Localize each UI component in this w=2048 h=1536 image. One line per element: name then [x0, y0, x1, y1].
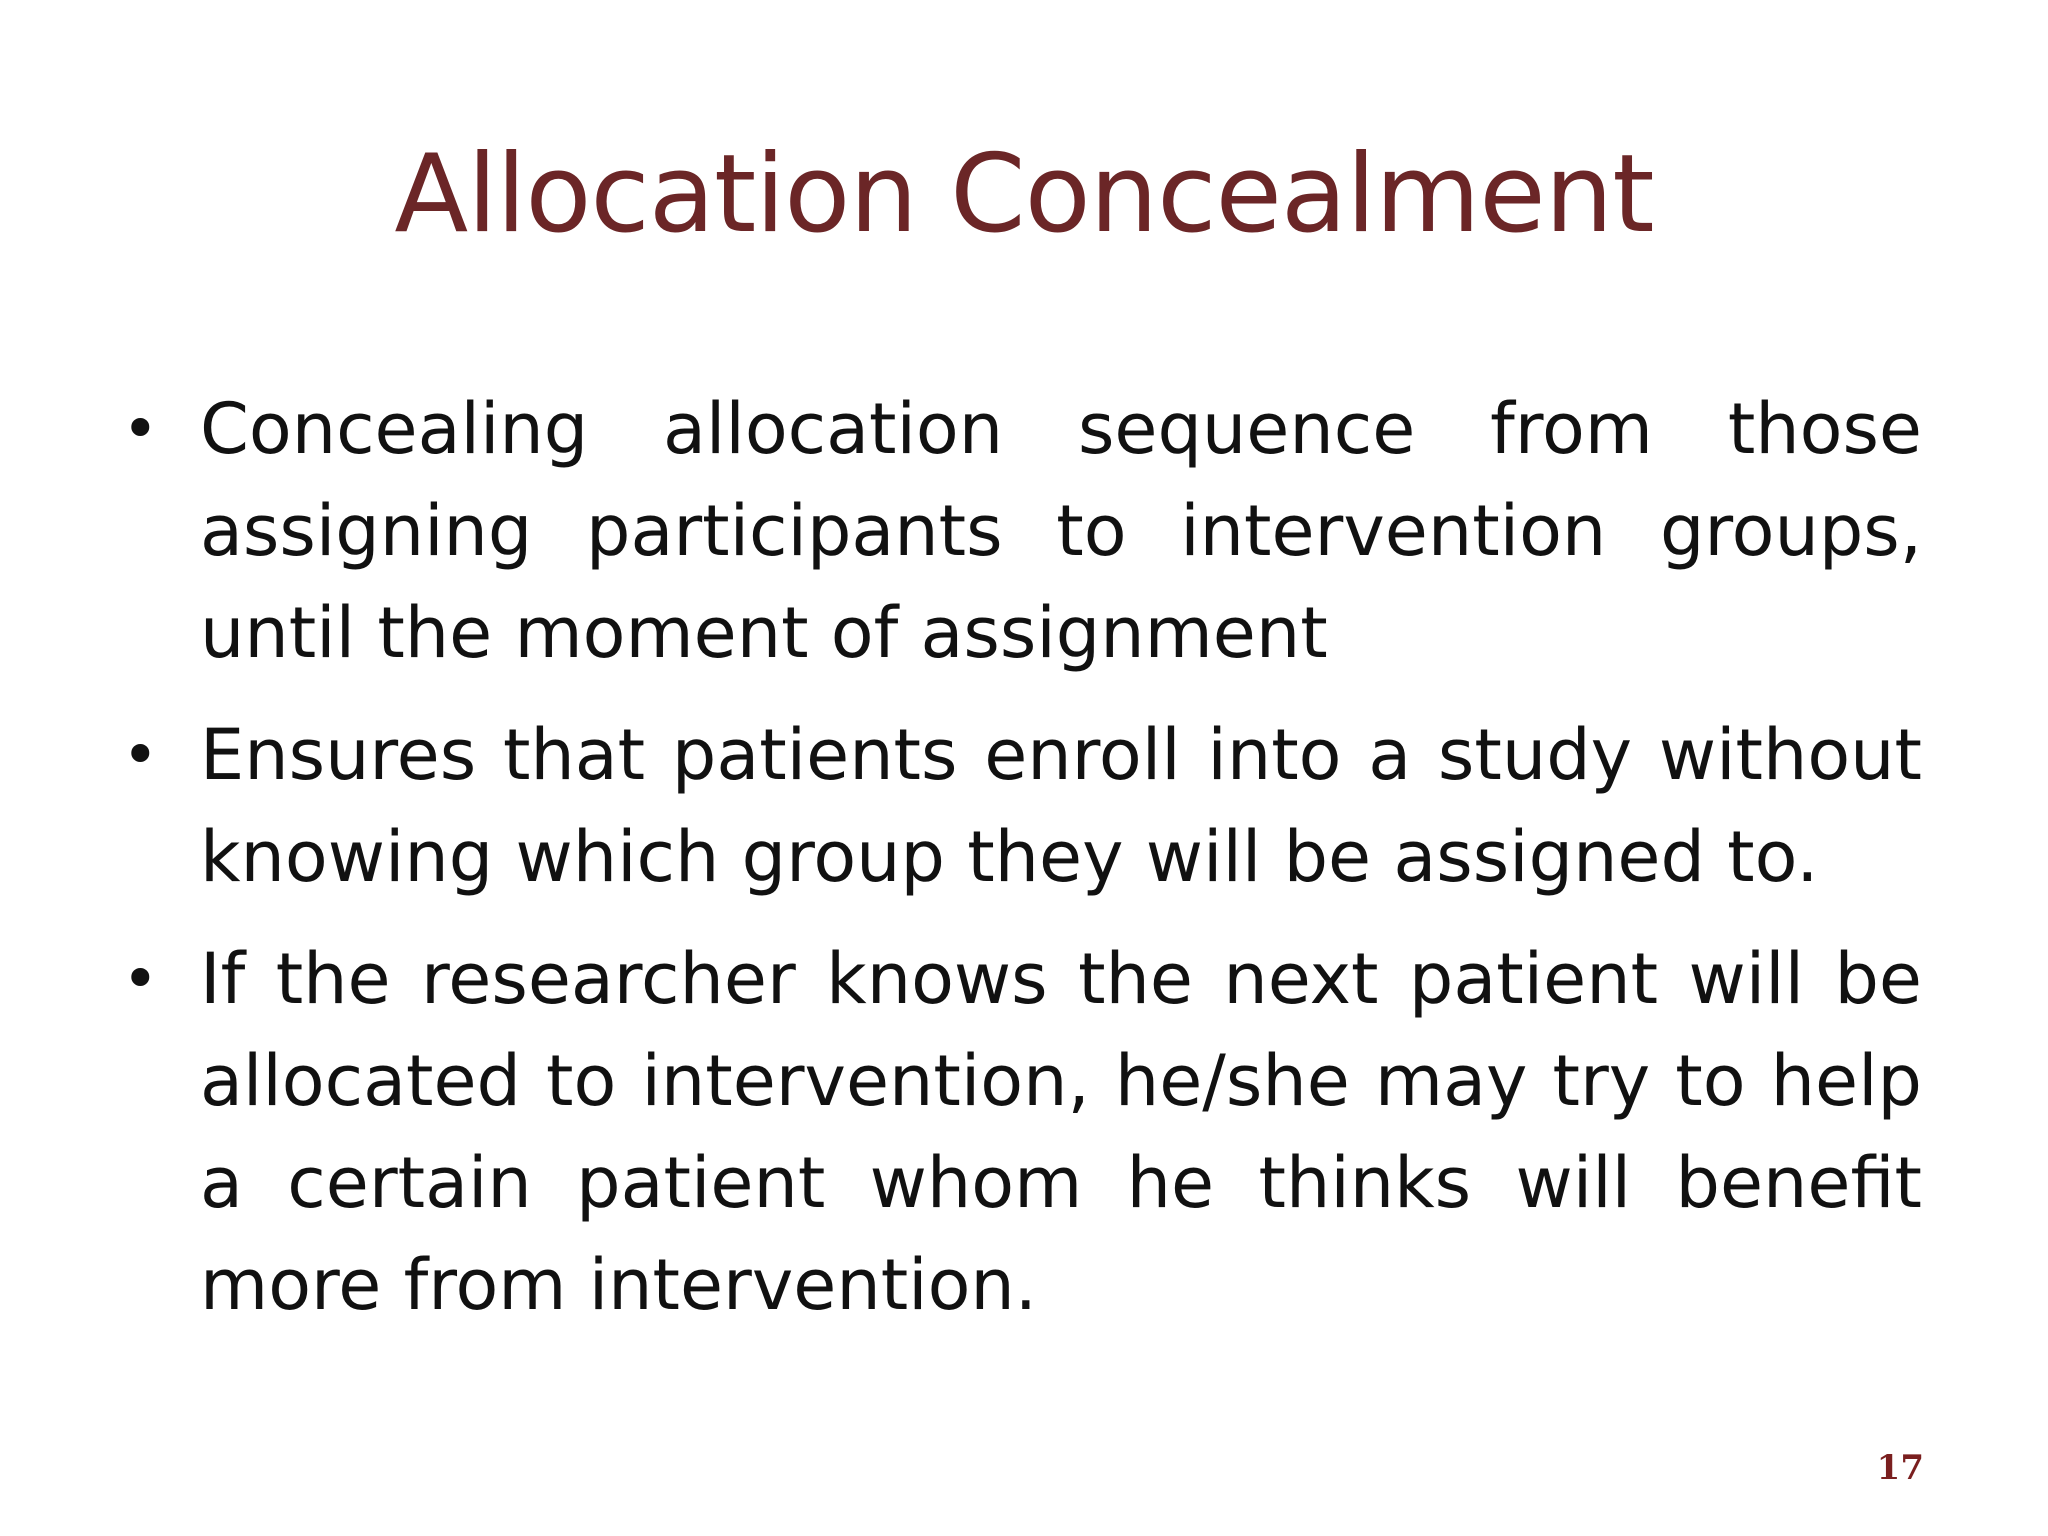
bullet-text: Concealing allocation sequence from those assigning participants to intervention groups, until the moment of assignment — [200, 388, 1922, 674]
bullet-icon: • — [122, 392, 159, 465]
bullet-item-2 — [122, 704, 1922, 908]
slide-title: Allocation Concealment — [394, 132, 1654, 257]
bullet-icon: • — [122, 718, 159, 791]
bullet-list — [122, 378, 1922, 1356]
bullet-icon: • — [122, 942, 159, 1015]
bullet-text: Ensures that patients enroll into a study without knowing which group they will be assigned to. — [200, 714, 1922, 898]
bullet-item-3 — [122, 928, 1922, 1336]
bullet-item-1 — [122, 378, 1922, 684]
bullet-text: If the researcher knows the next patient will be allocated to intervention, he/she may try to help a certain patient whom he thinks will benefit more from intervention. — [200, 938, 1922, 1326]
page-number: 17 — [1876, 1448, 1924, 1488]
